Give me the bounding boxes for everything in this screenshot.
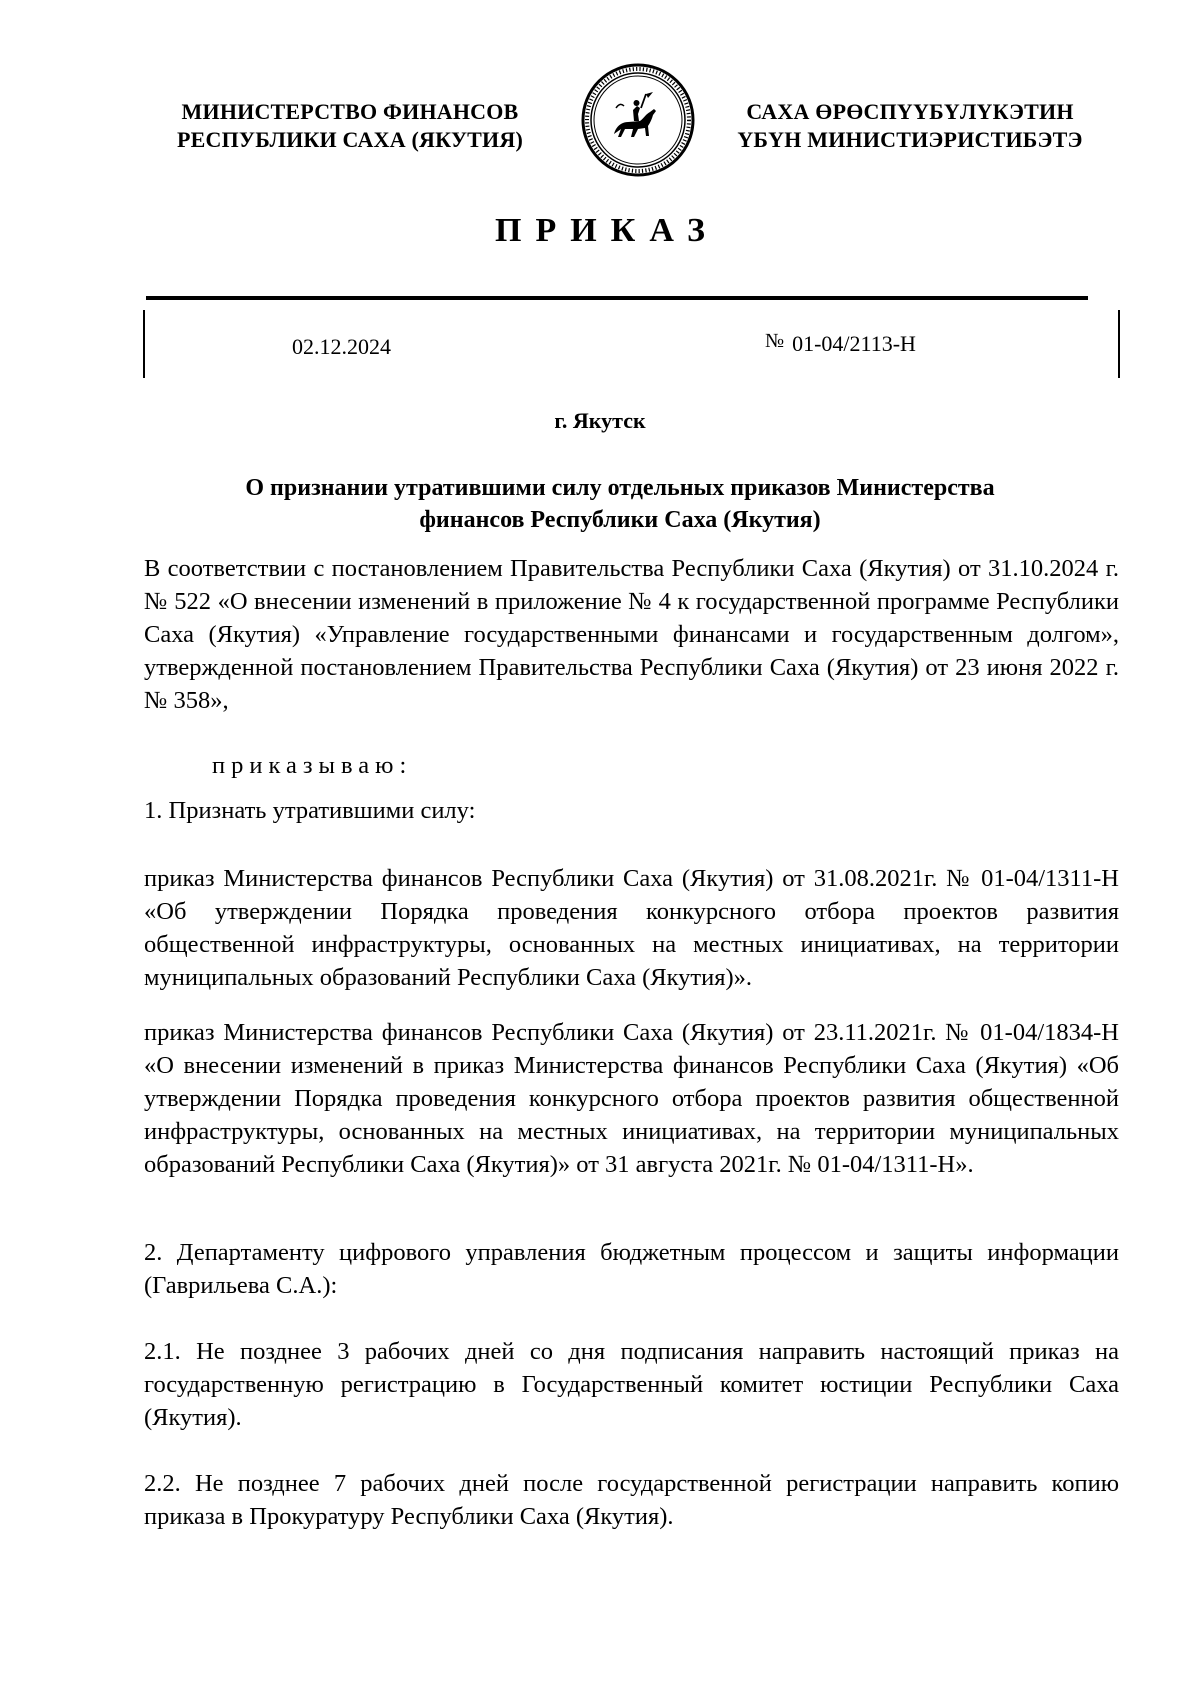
heading-line2: финансов Республики Саха (Якутия) (419, 507, 821, 533)
heading-line1: О признании утратившими силу отдельных приказов Министерства (245, 475, 995, 501)
document-date: 02.12.2024 (292, 334, 391, 359)
ministry-name-sakha-line2: ҮБҮН МИНИСТИЭРИСТИБЭТЭ (737, 127, 1083, 152)
item-2-2: 2.2. Не позднее 7 рабочих дней после государственной регистрации направить копию приказа в Прокуратуру Республики Саха (Якутия). (144, 1470, 1119, 1530)
ministry-name-sakha (720, 98, 1100, 154)
item-1-order-a: приказ Министерства финансов Республики Саха (Якутия) от 31.08.2021г. № 01-04/1311-Н «Об утверждении Порядка проведения конкурсного отбора проектов развития общественной инфраструктуры, основанных на местных инициативах, на территории муниципальных образований Республики Саха (Якутия)». (144, 865, 1119, 991)
number-sign: № (765, 330, 785, 352)
ministry-name-russian (140, 98, 560, 154)
ministry-name-sakha-line1: САХА ӨРӨСПҮҮБҮЛҮКЭТИН (746, 99, 1074, 124)
right-bracket (1118, 310, 1120, 378)
document-title: ПРИКАЗ (495, 212, 719, 249)
document-city: г. Якутск (554, 408, 646, 433)
coat-of-arms-icon (580, 62, 696, 178)
document-number: 01-04/2113-Н (792, 331, 916, 356)
item-2: 2. Департаменту цифрового управления бюджетным процессом и защиты информации (Гаврильева С.А.): (144, 1239, 1119, 1299)
document-heading (150, 472, 1090, 536)
left-bracket (143, 310, 145, 378)
item-1-order-b: приказ Министерства финансов Республики Саха (Якутия) от 23.11.2021г. № 01-04/1834-Н «О внесении изменений в приказ Министерства финансов Республики Саха (Якутия) «Об утверждении Порядка проведения конкурсного отбора проектов развития общественной инфраструктуры, основанных на местных инициативах, на территории муниципальных образований Республики Саха (Якутия)» от 31 августа 2021г. № 01-04/1311-Н». (144, 1019, 1119, 1178)
ministry-name-ru-line1: МИНИСТЕРСТВО ФИНАНСОВ (181, 99, 519, 124)
item-2-1: 2.1. Не позднее 3 рабочих дней со дня подписания направить настоящий приказ на государственную регистрацию в Государственный комитет юстиции Республики Саха (Якутия). (144, 1338, 1119, 1431)
header-divider (146, 296, 1088, 300)
order-word: приказываю: (212, 752, 413, 779)
preamble-paragraph: В соответствии с постановлением Правительства Республики Саха (Якутия) от 31.10.2024 г. № 522 «О внесении изменений в приложение № 4 к государственной программе Республики Саха (Якутия) «Управление государственными финансами и государственным долгом», утвержденной постановлением Правительства Республики Саха (Якутия) от 23 июня 2022 г. № 358», (144, 555, 1119, 714)
document-number-block (765, 330, 916, 357)
ministry-name-ru-line2: РЕСПУБЛИКИ САХА (ЯКУТИЯ) (177, 127, 523, 152)
item-1: 1. Признать утратившими силу: (144, 797, 476, 824)
